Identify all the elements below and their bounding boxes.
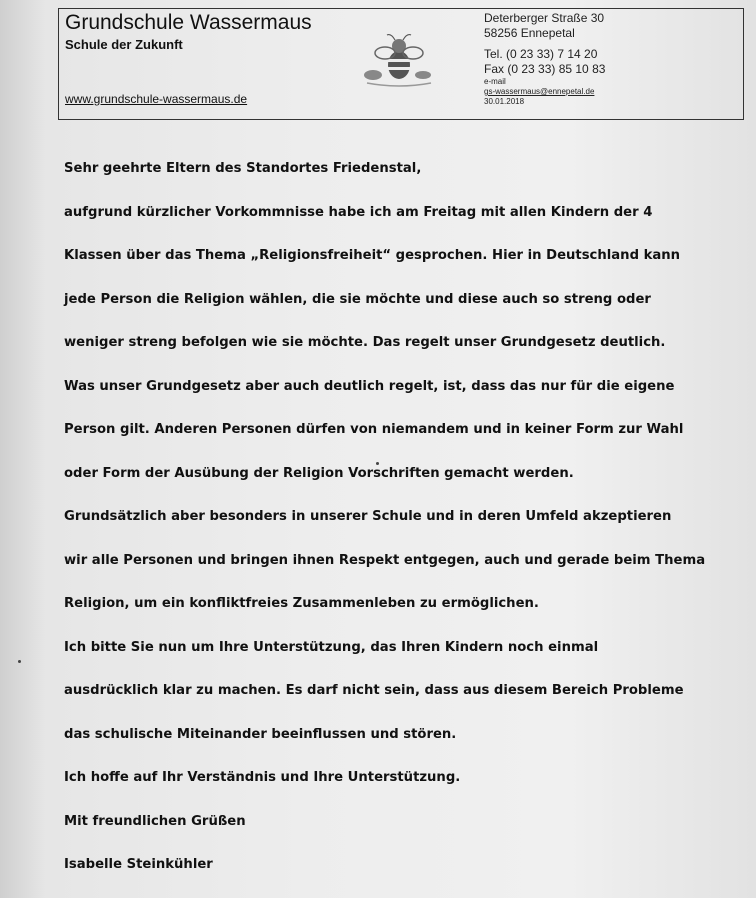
phone-number: Tel. (0 23 33) 7 14 20 xyxy=(484,47,598,61)
letter-line: ausdrücklich klar zu machen. Es darf nicht sein, dass aus diesem Bereich Probleme xyxy=(64,683,684,698)
letter-line: das schulische Miteinander beeinflussen und stören. xyxy=(64,726,457,742)
letter-signature: Isabelle Steinkühler xyxy=(64,857,213,872)
street-address: Deterberger Straße 30 xyxy=(484,11,605,25)
letter-body xyxy=(64,156,734,896)
letter-line: Grundsätzlich aber besonders in unserer Schule und in deren Umfeld akzeptieren xyxy=(64,509,672,524)
bee-icon xyxy=(359,31,439,91)
letter-line: Ich bitte Sie nun um Ihre Unterstützung, das Ihren Kindern noch einmal xyxy=(64,639,599,655)
city-address: 58256 Ennepetal xyxy=(484,26,575,40)
email-label: e-mail xyxy=(484,77,506,86)
letter-line: Person gilt. Anderen Personen dürfen von niemandem und in keiner Form zur Wahl xyxy=(64,422,684,437)
letter-date: 30.01.2018 xyxy=(484,97,525,106)
letter-line: Was unser Grundgesetz aber auch deutlich regelt, ist, dass das nur für die eigene xyxy=(64,378,675,394)
letter-line: Religion, um ein konfliktfreies Zusammenleben zu ermöglichen. xyxy=(64,596,539,611)
scan-speck xyxy=(376,462,379,465)
letter-line: weniger streng befolgen wie sie möchte. Das regelt unser Grundgesetz deutlich. xyxy=(64,335,666,350)
letterhead-box xyxy=(58,8,744,120)
letter-closing: Mit freundlichen Grüßen xyxy=(64,813,246,829)
letter-line: Ich hoffe auf Ihr Verständnis und Ihre Unterstützung. xyxy=(64,770,461,785)
letter-salutation: Sehr geehrte Eltern des Standortes Friedenstal, xyxy=(64,161,422,176)
email-address[interactable]: gs-wassermaus@ennepetal.de xyxy=(484,87,595,96)
letter-line: Klassen über das Thema „Religionsfreiheit“ gesprochen. Hier in Deutschland kann xyxy=(64,248,681,263)
school-name: Grundschule Wassermaus xyxy=(65,11,312,34)
letter-line: jede Person die Religion wählen, die sie möchte und diese auch so streng oder xyxy=(64,291,651,307)
scan-speck xyxy=(18,660,21,663)
fax-number: Fax (0 23 33) 85 10 83 xyxy=(484,62,606,76)
school-website-link[interactable]: www.grundschule-wassermaus.de xyxy=(65,92,248,106)
contact-block xyxy=(484,11,605,107)
letter-line: wir alle Personen und bringen ihnen Respekt entgegen, auch und gerade beim Thema xyxy=(64,552,706,568)
letter-line: aufgrund kürzlicher Vorkommnisse habe ich am Freitag mit allen Kindern der 4 xyxy=(64,204,653,220)
letter-line: oder Form der Ausübung der Religion Vorschriften gemacht werden. xyxy=(64,465,574,481)
school-tagline: Schule der Zukunft xyxy=(65,37,183,52)
